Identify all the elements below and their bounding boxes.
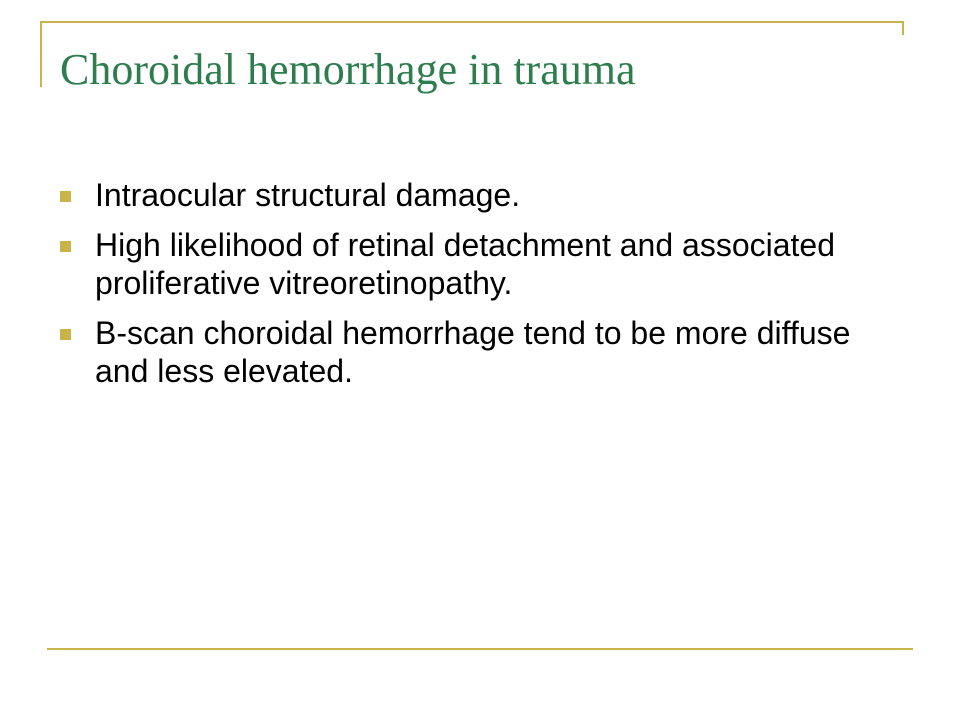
square-bullet-icon xyxy=(60,191,71,202)
bullet-item xyxy=(60,176,880,214)
bottom-divider-line xyxy=(47,648,913,650)
right-corner-tick xyxy=(902,21,904,35)
left-divider-line xyxy=(40,21,42,87)
square-bullet-icon xyxy=(60,329,71,340)
slide-title: Choroidal hemorrhage in trauma xyxy=(60,45,636,94)
bullet-text: B-scan choroidal hemorrhage tend to be more diffuse and less elevated. xyxy=(95,315,851,389)
bullet-text: Intraocular structural damage. xyxy=(95,177,521,213)
bullet-text: High likelihood of retinal detachment and associated proliferative vitreoretinopathy. xyxy=(95,227,836,301)
top-divider-line xyxy=(40,21,904,23)
square-bullet-icon xyxy=(60,241,71,252)
bullet-list xyxy=(60,176,880,402)
bullet-item xyxy=(60,314,880,390)
bullet-item xyxy=(60,226,880,302)
